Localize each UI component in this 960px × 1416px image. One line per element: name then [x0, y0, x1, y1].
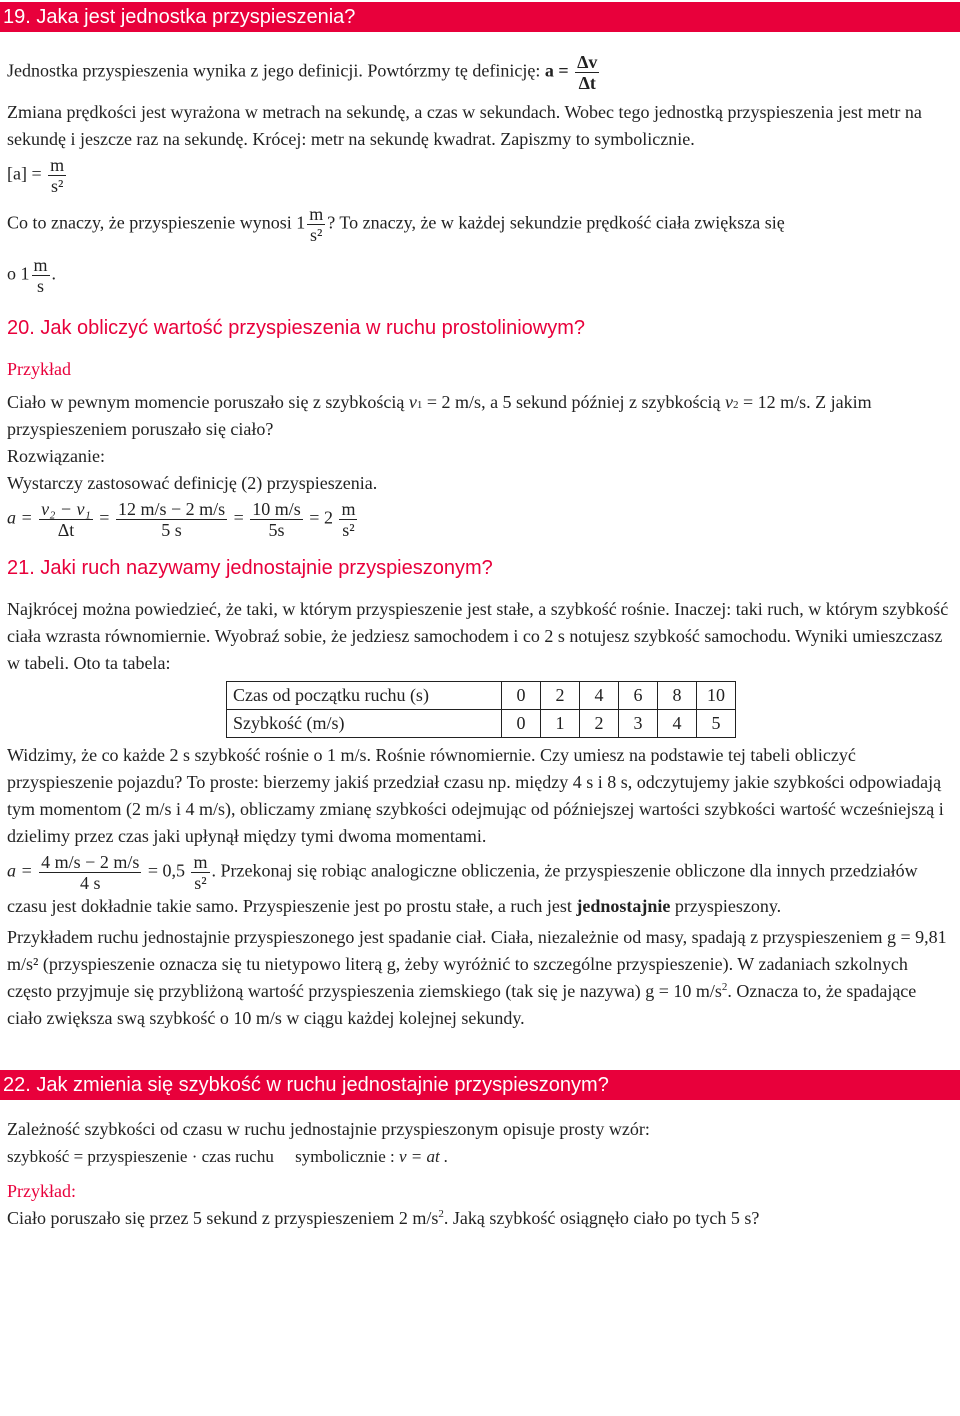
document-page: [3, 0, 953, 1232]
section-19-heading: 19. Jaka jest jednostka przyspieszenia?: [0, 2, 960, 32]
acceleration-formula: a = $\frac{\text{v₂ − v₁}}{\Delta t}$ = $\frac{12 m/s - 2 m/s}{5 s}$ = $\frac{10 m/s}{5s}$ = 2 $\frac{m}{\text{s²}}$: [7, 499, 356, 540]
table-cell: 2: [541, 682, 580, 710]
table-row: [227, 682, 736, 710]
s22-paragraph-2: Ciało poruszało się przez 5 sekund z przyspieszeniem 2 $m/s^2$. Jaką szybkość osiągnęło ciało po tych 5 s?: [7, 1208, 760, 1228]
table-cell: 1: [541, 710, 580, 738]
s21-paragraph-4: Przykładem ruchu jednostajnie przyspieszonego jest spadanie ciał. Ciała, niezależnie od masy, spadają z przyspieszeniem g = 9,81 m/s² (przyspieszenie oznacza się tu nietypowo literą g, żeby wyróżnić to szczególne przyspieszenie). W zadaniach szkolnych często przyjmuje się przybliżoną wartość przyspieszenia ziemskiego (tak się je nazywa) g = 10 $m/s^2$. Oznacza to, że spadające ciało zwiększa swą szybkość o 10 m/s w ciągu każdej kolejnej sekundy.: [7, 927, 947, 1028]
table-cell: 6: [619, 682, 658, 710]
table-cell: 3: [619, 710, 658, 738]
solution-label: Rozwiązanie:: [7, 446, 105, 466]
s20-paragraph-2: Wystarczy zastosować definicję (2) przyspieszenia.: [7, 473, 378, 493]
velocity-formula: szybkość = przyspieszenie · czas ruchu symbolicznie : v = at .: [7, 1147, 449, 1166]
table-cell: 0: [502, 682, 541, 710]
s20-paragraph-1: Ciało w pewnym momencie poruszało się z szybkością v1 = 2 m/s, a 5 sekund później z szybkością v2 = 12 m/s. Z jakim przyspieszeniem poruszało się ciało?: [7, 392, 872, 439]
example-label-22: Przykład:: [7, 1181, 76, 1201]
table-cell: 0: [502, 710, 541, 738]
table-row: [227, 710, 736, 738]
definition-fraction: $\frac{\Delta v}{\Delta t}$: [577, 52, 598, 93]
s21-paragraph-1: Najkrócej można powiedzieć, że taki, w którym przyspieszenie jest stałe, a szybkość rośnie. Inaczej: taki ruch, w którym szybkość ciała wzrasta równomiernie. Wyobraź sobie, że jedziesz samochodem i co 2 s notujesz szybkość samochodu. Wyniki umieszczasz w tabeli. Oto ta tabela:: [7, 599, 949, 673]
table-cell: 4: [658, 710, 697, 738]
s21-paragraph-2: Widzimy, że co każde 2 s szybkość rośnie o 1 m/s. Rośnie równomiernie. Czy umiesz na podstawie tej tabeli obliczyć przyspieszenie pojazdu? To proste: bierzemy jakiś przedział czasu np. między 4 s i 8 s, odczytujemy jakie szybkości odpowiadają tym momentom (2 m/s i 4 m/s), obliczamy zmianę szybkości odejmując od późniejszej wartości szybkości wartość wcześniejszą i dzielimy przez czas jaki upłynął między tymi dwoma momentami.: [7, 745, 944, 846]
table-cell: 5: [697, 710, 736, 738]
section-21-heading: 21. Jaki ruch nazywamy jednostajnie przyspieszonym?: [7, 557, 493, 579]
s19-paragraph-2: Zmiana prędkości jest wyrażona w metrach na sekundę, a czas w sekundach. Wobec tego jednostką przyspieszenia jest metr na sekundę i jeszcze raz na sekundę. Krócej: metr na sekundę kwadrat. Zapiszmy to symbolicznie.: [7, 102, 922, 149]
s19-paragraph-3: Co to znaczy, że przyspieszenie wynosi 1 $\frac{m}{\text{s²}}$ ? To znaczy, że w każdej sekundzie prędkość ciała zwiększa się: [7, 204, 785, 245]
example-label: Przykład: [7, 359, 71, 379]
table-cell: 10: [697, 682, 736, 710]
s19-paragraph-4: o 1 $\frac{m}{s}$ .: [7, 255, 57, 296]
section-22-heading: 22. Jak zmienia się szybkość w ruchu jednostajnie przyspieszonym?: [0, 1070, 960, 1100]
table-cell: 4: [580, 682, 619, 710]
unit-formula: [a] = $\frac{m}{\text{s²}}$: [7, 155, 65, 196]
table-cell: Czas od początku ruchu (s): [227, 682, 502, 710]
section-20-heading: 20. Jak obliczyć wartość przyspieszenia w ruchu prostoliniowym?: [7, 317, 586, 339]
speed-table: [226, 681, 736, 738]
s22-paragraph-1: Zależność szybkości od czasu w ruchu jednostajnie przyspieszonym opisuje prosty wzór:: [7, 1119, 650, 1139]
s19-paragraph-1: Jednostka przyspieszenia wynika z jego definicji. Powtórzmy tę definicję: a = $\frac{\Delta v}{\Delta t}$: [7, 52, 598, 93]
table-cell: 8: [658, 682, 697, 710]
s21-paragraph-3: a = $\frac{4 m/s - 2 m/s}{4 s}$ = 0,5 $\frac{m}{\text{s²}}$ . Przekonaj się robiąc analogiczne obliczenia, że przyspieszenie obliczone dla innych przedziałów czasu jest dokładnie takie samo. Przyspieszenie jest po prostu stałe, a ruch jest jednostajnie przyspieszony.: [7, 852, 918, 916]
table-cell: 2: [580, 710, 619, 738]
table-cell: Szybkość (m/s): [227, 710, 502, 738]
